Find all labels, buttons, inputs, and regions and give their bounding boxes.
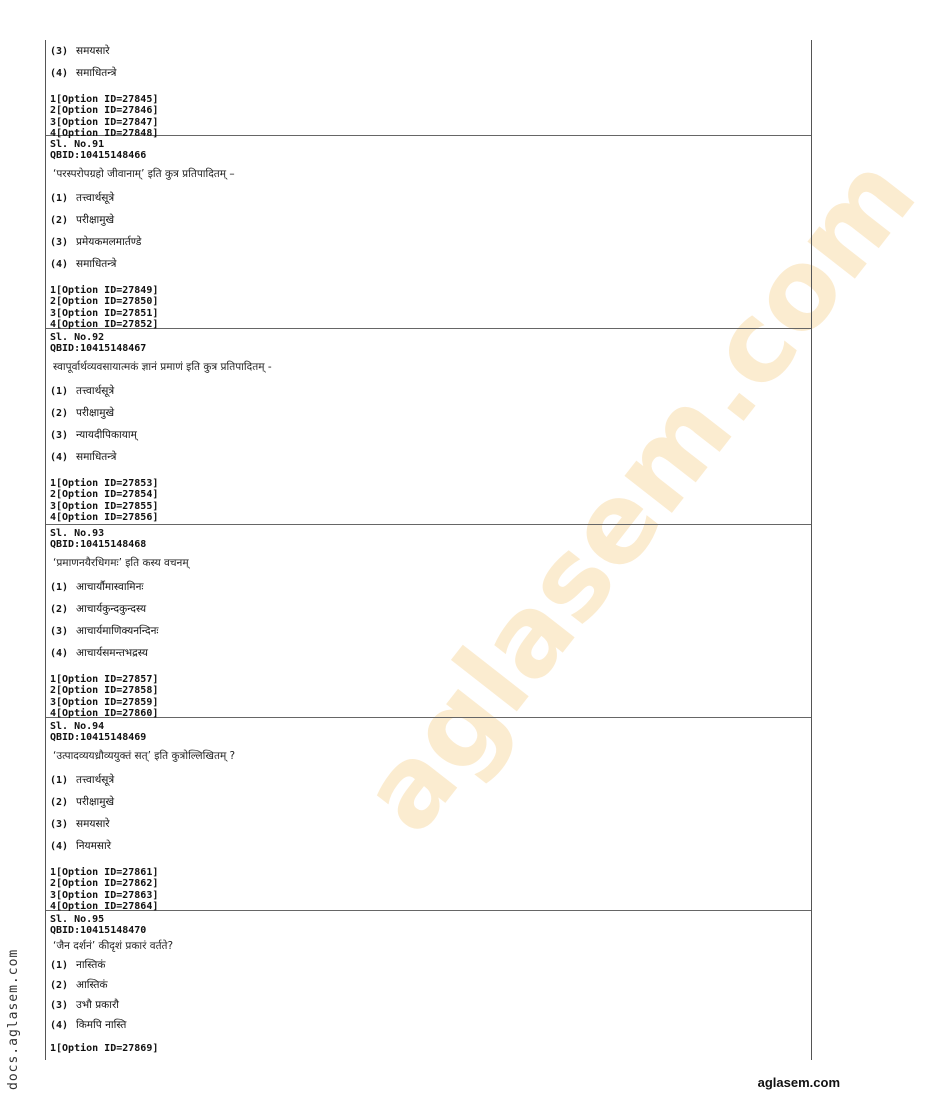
option-row (50, 187, 811, 209)
question-text: ‘प्रमाणनयैरधिगमः’ इति कस्य वचनम् (53, 557, 189, 569)
question-text: ‘उत्पादव्ययध्रौव्ययुक्तं सत्’ इति कुत्रोल्लिखितम् ? (53, 750, 236, 762)
option-number: (1) (50, 192, 69, 204)
qbid: QBID:10415148467 (50, 343, 147, 354)
option-id: 3[Option ID=27859] (50, 696, 159, 708)
option-row (50, 791, 811, 813)
option-row (50, 995, 811, 1015)
option-row (50, 40, 811, 62)
option-id: 2[Option ID=27858] (50, 685, 159, 697)
option-id: 3[Option ID=27851] (50, 307, 159, 319)
question-block (46, 525, 811, 718)
option-ids (50, 1043, 811, 1054)
question-block (46, 911, 811, 1061)
option-row (50, 576, 811, 598)
option-id: 1[Option ID=27869] (50, 1043, 159, 1054)
question-text: ‘परस्परोपग्रहो जीवानाम्’ इति कुत्र प्रतिपादितम् – (53, 168, 235, 180)
option-number: (1) (50, 774, 69, 786)
side-url: docs.aglasem.com (6, 948, 21, 1090)
option-number: (1) (50, 385, 69, 397)
option-id: 4[Option ID=27856] (50, 511, 159, 523)
option-id: 1[Option ID=27857] (50, 674, 159, 685)
watermark-text: aglasem.com (336, 132, 940, 856)
option-number: (2) (50, 979, 69, 991)
option-number: (1) (50, 581, 69, 593)
option-text: तत्त्वार्थसूत्रे (76, 774, 115, 786)
option-text: आचार्यमाणिक्यनन्दिनः (76, 625, 159, 637)
option-id: 3[Option ID=27855] (50, 500, 159, 512)
option-row (50, 209, 811, 231)
option-text: नास्तिकं (76, 959, 106, 971)
option-row (50, 642, 811, 664)
option-number: (3) (50, 429, 69, 441)
option-number: (3) (50, 625, 69, 637)
option-text: तत्त्वार्थसूत्रे (76, 385, 115, 397)
option-number: (2) (50, 603, 69, 615)
option-ids (50, 674, 811, 719)
option-text: समाधितन्त्रे (76, 451, 117, 463)
option-id: 2[Option ID=27862] (50, 878, 159, 890)
option-text: किमपि नास्ति (76, 1019, 127, 1031)
option-number: (4) (50, 258, 69, 270)
option-row (50, 955, 811, 975)
option-ids (50, 478, 811, 523)
option-number: (3) (50, 236, 69, 248)
option-text: आस्तिकं (76, 979, 108, 991)
option-text: समयसारे (76, 818, 110, 830)
qbid: QBID:10415148468 (50, 539, 147, 550)
option-number: (3) (50, 45, 69, 57)
option-text: समाधितन्त्रे (76, 258, 117, 270)
qbid: QBID:10415148469 (50, 732, 147, 743)
question-block (46, 136, 811, 329)
option-text: समयसारे (76, 45, 110, 57)
option-number: (2) (50, 214, 69, 226)
serial-number: Sl. No.94 (50, 721, 105, 732)
option-id: 2[Option ID=27850] (50, 296, 159, 308)
option-row (50, 835, 811, 857)
option-row (50, 62, 811, 84)
footer-brand: aglasem.com (757, 1075, 840, 1090)
serial-number: Sl. No.95 (50, 914, 105, 925)
option-id: 4[Option ID=27852] (50, 318, 159, 330)
option-text: आचार्यौमास्वामिनः (76, 581, 144, 593)
option-number: (4) (50, 647, 69, 659)
option-text: उभौ प्रकारौ (76, 999, 119, 1011)
question-paper (45, 40, 812, 1060)
option-row (50, 231, 811, 253)
option-number: (3) (50, 818, 69, 830)
option-id: 2[Option ID=27846] (50, 105, 159, 117)
option-text: तत्त्वार्थसूत्रे (76, 192, 115, 204)
option-text: आचार्यकुन्दकुन्दस्य (76, 603, 147, 615)
option-id: 3[Option ID=27847] (50, 116, 159, 128)
option-row (50, 402, 811, 424)
option-row (50, 1015, 811, 1035)
option-number: (4) (50, 1019, 69, 1031)
option-row (50, 975, 811, 995)
option-number: (1) (50, 959, 69, 971)
qbid: QBID:10415148470 (50, 925, 147, 936)
question-block (46, 329, 811, 525)
option-number: (4) (50, 840, 69, 852)
option-row (50, 769, 811, 791)
question-fragment (46, 40, 811, 139)
question-text: स्वापूर्वार्थव्यवसायात्मकं ज्ञानं प्रमाणं इति कुत्र प्रतिपादितम् - (53, 361, 272, 373)
serial-number: Sl. No.91 (50, 139, 105, 150)
option-id: 3[Option ID=27863] (50, 889, 159, 901)
option-text: परीक्षामुखे (76, 407, 115, 419)
option-row (50, 598, 811, 620)
option-text: न्यायदीपिकायाम् (76, 429, 137, 441)
option-text: आचार्यसमन्तभद्रस्य (76, 647, 148, 659)
option-row (50, 424, 811, 446)
option-ids (50, 94, 811, 139)
option-row (50, 380, 811, 402)
option-number: (4) (50, 451, 69, 463)
option-row (50, 253, 811, 275)
option-text: प्रमेयकमलमार्तण्डे (76, 236, 142, 248)
question-text: ‘जैन दर्शनं’ कीदृशं प्रकारं वर्तते? (53, 940, 174, 952)
option-ids (50, 867, 811, 912)
option-id: 1[Option ID=27849] (50, 285, 159, 296)
option-id: 4[Option ID=27860] (50, 707, 159, 719)
option-text: समाधितन्त्रे (76, 67, 117, 79)
option-number: (2) (50, 796, 69, 808)
option-number: (4) (50, 67, 69, 79)
option-row (50, 620, 811, 642)
option-ids (50, 285, 811, 330)
question-block (46, 718, 811, 911)
option-row (50, 446, 811, 468)
qbid: QBID:10415148466 (50, 150, 147, 161)
serial-number: Sl. No.93 (50, 528, 105, 539)
option-text: नियमसारे (76, 840, 112, 852)
option-id: 1[Option ID=27861] (50, 867, 159, 878)
option-id: 4[Option ID=27864] (50, 900, 159, 912)
option-id: 2[Option ID=27854] (50, 489, 159, 501)
option-number: (2) (50, 407, 69, 419)
option-text: परीक्षामुखे (76, 796, 115, 808)
option-text: परीक्षामुखे (76, 214, 115, 226)
option-id: 4[Option ID=27848] (50, 127, 159, 139)
serial-number: Sl. No.92 (50, 332, 105, 343)
option-id: 1[Option ID=27845] (50, 94, 159, 105)
option-row (50, 813, 811, 835)
option-number: (3) (50, 999, 69, 1011)
option-id: 1[Option ID=27853] (50, 478, 159, 489)
